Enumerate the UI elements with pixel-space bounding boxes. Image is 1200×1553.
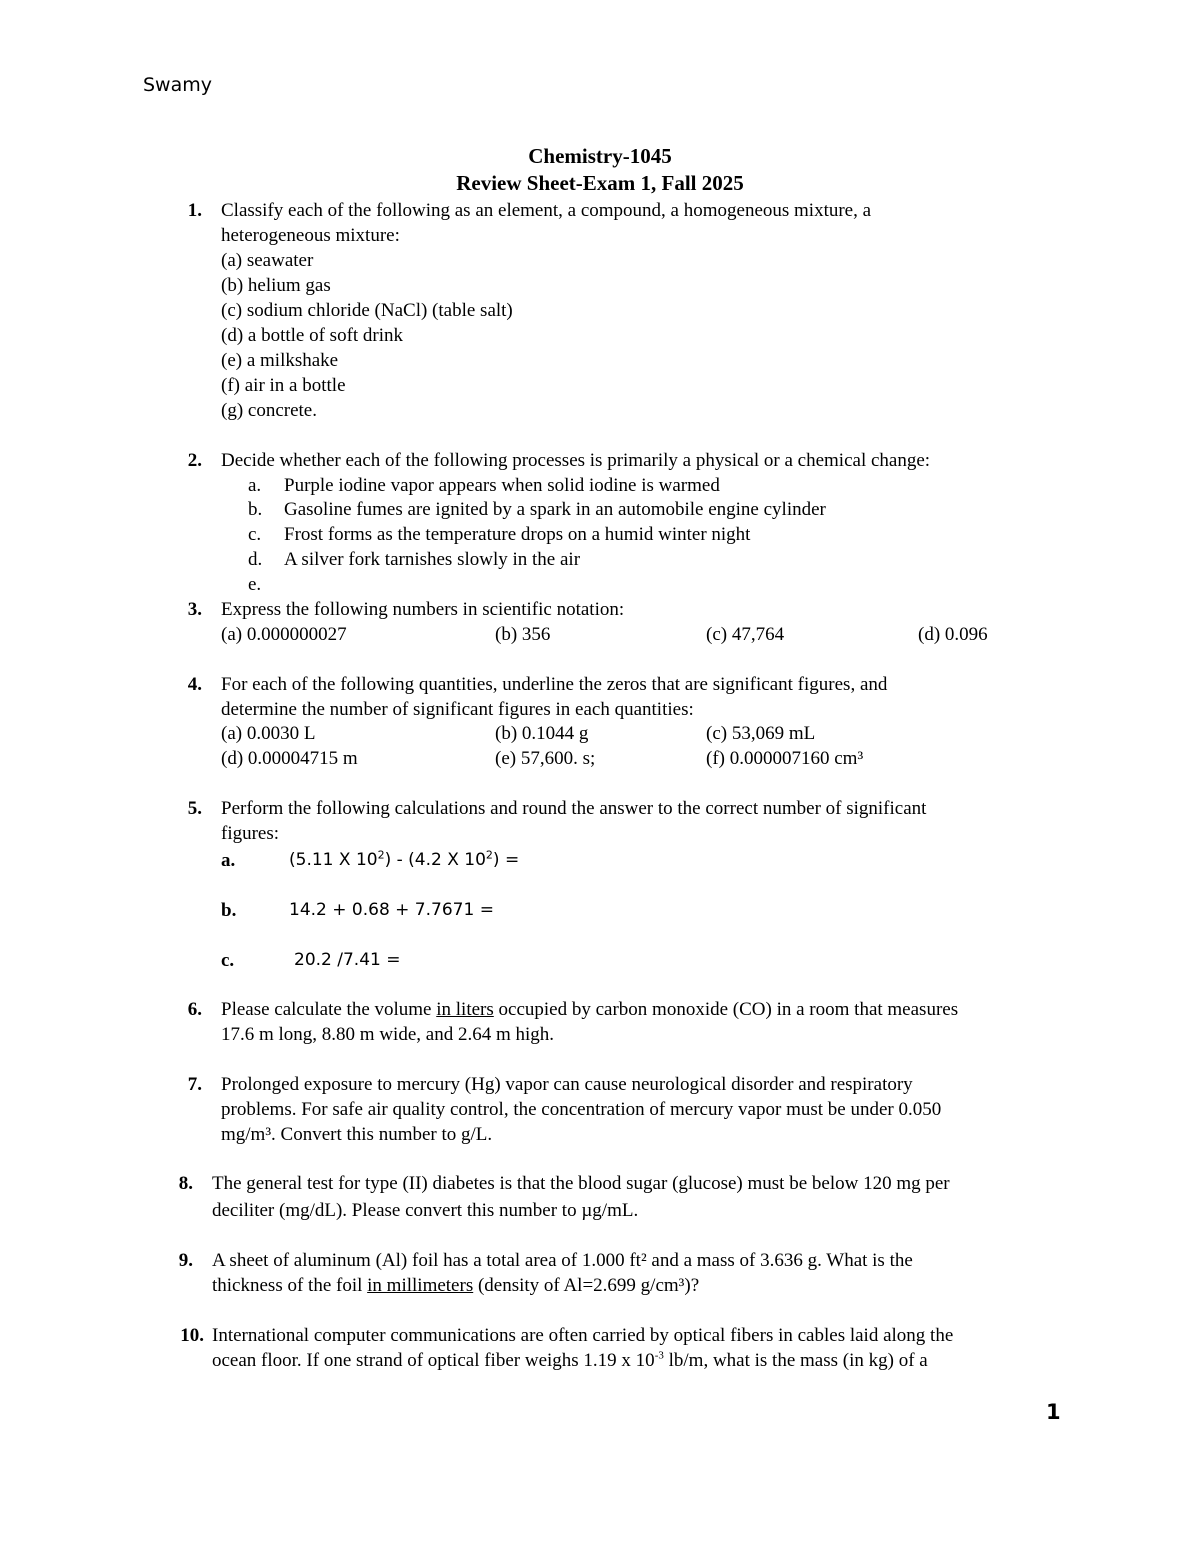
calc-expression-a: (5.11 X $10^2) - (4.2$ X $10^2$) = [289, 848, 520, 870]
item-text: Purple iodine vapor appears when solid iodine is warmed [284, 475, 720, 496]
question-text: deciliter (mg/dL). Please convert this number to µg/mL. [212, 1200, 639, 1221]
question-number: 6. [187, 999, 202, 1020]
question-text: A sheet of aluminum (Al) foil has a total area of 1.000 ft² and a mass of 3.636 g. What is the [212, 1250, 913, 1271]
calc-label: b. [221, 900, 237, 921]
question-text: ocean floor. If one strand of optical fiber weighs 1.19 x $10^{-3}$ lb/m, what is the mass (in kg) of a [212, 1349, 928, 1371]
list-item: (f) air in a bottle [221, 375, 346, 396]
list-item: (f) 0.000007160 cm³ [706, 748, 864, 769]
question-number: 2. [187, 450, 202, 471]
list-item: (d) a bottle of soft drink [221, 325, 404, 346]
item-label: a. [248, 475, 262, 496]
list-item: (g) concrete. [221, 400, 317, 421]
calc-label: c. [221, 950, 235, 971]
item-label: c. [248, 524, 262, 545]
question-text: 17.6 m long, 8.80 m wide, and 2.64 m high. [221, 1024, 555, 1045]
list-item: (c) 53,069 mL [706, 723, 816, 744]
question-number: 3. [187, 599, 202, 620]
item-label: e. [248, 574, 262, 595]
question-number: 1. [187, 200, 202, 221]
question-text: The general test for type (II) diabetes is that the blood sugar (glucose) must be below 120 mg per [212, 1173, 950, 1194]
list-item: (a) 0.0030 L [221, 723, 316, 744]
question-text: mg/m³. Convert this number to g/L. [221, 1124, 493, 1145]
list-item: (a) seawater [221, 250, 314, 271]
item-label: b. [248, 499, 263, 520]
list-item: (c) 47,764 [706, 624, 785, 645]
question-text: figures: [221, 823, 280, 844]
list-item: (a) 0.000000027 [221, 624, 347, 645]
list-item: (d) 0.096 [918, 624, 988, 645]
question-number: 4. [187, 674, 202, 695]
question-text: Please calculate the volume in liters occupied by carbon monoxide (CO) in a room that measures [221, 999, 959, 1020]
item-text: Frost forms as the temperature drops on a humid winter night [284, 524, 751, 545]
item-text: Gasoline fumes are ignited by a spark in an automobile engine cylinder [284, 499, 826, 520]
list-item: (b) 356 [495, 624, 551, 645]
item-text: A silver fork tarnishes slowly in the air [284, 549, 581, 570]
question-text: Perform the following calculations and round the answer to the correct number of significant [221, 798, 927, 819]
list-item: (b) helium gas [221, 275, 331, 296]
question-text: Decide whether each of the following processes is primarily a physical or a chemical change: [221, 450, 931, 471]
item-label: d. [248, 549, 263, 570]
question-text: thickness of the foil in millimeters (density of Al=2.699 g/cm³)? [212, 1275, 700, 1296]
list-item: (c) sodium chloride (NaCl) (table salt) [221, 300, 513, 321]
course-title: Chemistry-1045 [528, 144, 672, 168]
calc-expression-b: 14.2 + 0.68 + 7.7671 = [289, 900, 494, 920]
question-text: Express the following numbers in scientific notation: [221, 599, 625, 620]
question-number: 9. [178, 1250, 193, 1271]
page-number: 1 [1046, 1400, 1061, 1424]
question-text: Prolonged exposure to mercury (Hg) vapor can cause neurological disorder and respiratory [221, 1074, 913, 1095]
calc-expression-c: 20.2 /7.41 = [294, 950, 401, 970]
sheet-subtitle: Review Sheet-Exam 1, Fall 2025 [456, 171, 744, 195]
calc-label: a. [221, 850, 236, 871]
question-number: 7. [187, 1074, 202, 1095]
question-text: International computer communications are often carried by optical fibers in cables laid along the [212, 1325, 954, 1346]
question-number: 5. [187, 798, 202, 819]
question-text: determine the number of significant figures in each quantities: [221, 699, 694, 720]
list-item: (d) 0.00004715 m [221, 748, 358, 769]
list-item: (e) a milkshake [221, 350, 339, 371]
question-text: Classify each of the following as an element, a compound, a homogeneous mixture, a [221, 200, 872, 221]
list-item: (b) 0.1044 g [495, 723, 589, 744]
question-text: For each of the following quantities, underline the zeros that are significant figures, and [221, 674, 888, 695]
question-text: problems. For safe air quality control, the concentration of mercury vapor must be under 0.050 [221, 1099, 942, 1120]
question-text: heterogeneous mixture: [221, 225, 400, 246]
question-number: 8. [178, 1173, 193, 1194]
question-number: 10. [180, 1325, 204, 1346]
list-item: (e) 57,600. s; [495, 748, 596, 769]
header-author: Swamy [143, 74, 212, 96]
